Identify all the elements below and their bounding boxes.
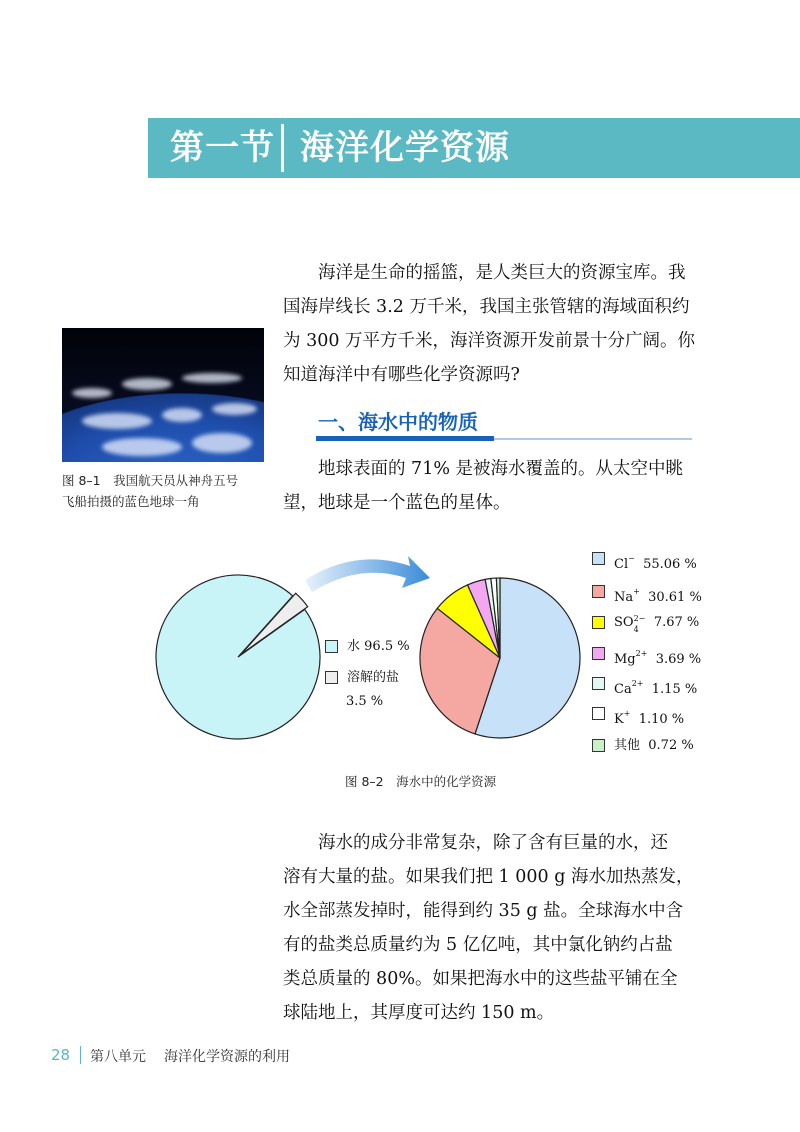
salt-line: 溶有大量的盐。如果我们把 1 000 g 海水加热蒸发， (283, 867, 694, 887)
flow-arrow (305, 556, 430, 592)
water-pie (156, 575, 320, 739)
footer-chapter: 海洋化学资源的利用 (164, 1049, 290, 1065)
legend-swatch (325, 671, 338, 684)
legend-label: Na+ 30.61 % (614, 587, 702, 605)
section-title: 海洋化学资源 (300, 128, 510, 168)
caption-line: 飞船拍摄的蓝色地球一角 (62, 494, 200, 509)
legend-value: 7.67 % (653, 615, 700, 630)
subsection-rule-accent (316, 436, 494, 441)
figure-8-2-caption: 图 8–2 海水中的化学资源 (345, 774, 497, 789)
salt-line: 有的盐类总质量约为 5 亿亿吨，其中氯化钠约占盐 (283, 935, 673, 955)
legend-label: $Mg^{2+}$ 3.69 % (614, 649, 702, 667)
legend-label: $Ca^{2+}$ 1.15 % (614, 679, 698, 697)
intro-paragraph (283, 256, 703, 392)
legend-value: 55.06 % (643, 557, 697, 572)
footer-separator (80, 1046, 81, 1064)
legend-label-name: 水 (347, 639, 361, 654)
intro-line: 海洋是生命的摇篮，是人类巨大的资源宝库。我 (318, 263, 686, 283)
legend-label (347, 638, 410, 656)
salt-line: 水全部蒸发掉时，能得到约 35 g 盐。全球海水中含 (283, 901, 684, 921)
legend-value: 1.10 % (638, 712, 685, 727)
legend-label: Cl− 55.06 % (614, 554, 697, 572)
page-number: 28 (51, 1046, 71, 1064)
legend-swatch (592, 707, 605, 720)
legend-label-name: 溶解的盐 (347, 670, 400, 685)
salt-line: 海水的成分非常复杂，除了含有巨量的水，还 (318, 833, 668, 853)
earth-photo (62, 328, 264, 462)
legend-value: 1.15 % (651, 682, 698, 697)
intro-line: 为 300 万平方千米，海洋资源开发前景十分广阔。你 (283, 331, 696, 351)
legend-swatch (592, 585, 605, 598)
footer-unit: 第八单元 (90, 1049, 146, 1065)
legend-value: 0.72 % (648, 738, 694, 753)
legend-value: 30.61 % (648, 590, 702, 605)
section-divider (281, 124, 284, 172)
intro-line: 知道海洋中有哪些化学资源吗? (283, 365, 520, 385)
legend-value: 96.5 % (364, 639, 410, 654)
legend-swatch (592, 552, 605, 565)
salt-composition-pie (420, 578, 580, 738)
caption-line: 图 8–1 我国航天员从神舟五号 (62, 473, 239, 488)
legend-value: 3.5 % (346, 694, 384, 709)
legend-label (614, 737, 694, 755)
salt-line: 类总质量的 80%。如果把海水中的这些盐平铺在全 (283, 969, 678, 989)
legend-label: SO 2− 4 7.67 % (614, 614, 700, 634)
salt-line: 球陆地上，其厚度可达约 150 m。 (283, 1003, 555, 1023)
intro-line: 国海岸线长 3.2 万千米，我国主张管辖的海域面积约 (283, 297, 690, 317)
earth-line: 地球表面的 71% 是被海水覆盖的。从太空中眺 (318, 459, 684, 479)
legend-label-name: 其他 (614, 738, 641, 753)
earth-paragraph (283, 452, 703, 520)
salt-paragraph (283, 826, 703, 1030)
legend-swatch (592, 616, 605, 629)
legend-swatch (592, 647, 605, 660)
earth-line: 望，地球是一个蓝色的星体。 (283, 493, 511, 513)
legend-value: 3.69 % (655, 652, 702, 667)
legend-swatch (325, 640, 338, 653)
legend-value-salt (346, 693, 383, 711)
subsection-heading: 一、海水中的物质 (318, 410, 478, 434)
legend-swatch (592, 739, 605, 752)
legend-label: K+ 1.10 % (614, 709, 685, 727)
section-number: 第一节 (170, 128, 275, 168)
legend-label (347, 669, 399, 687)
figure-8-1-caption (62, 470, 238, 512)
legend-swatch (592, 677, 605, 690)
